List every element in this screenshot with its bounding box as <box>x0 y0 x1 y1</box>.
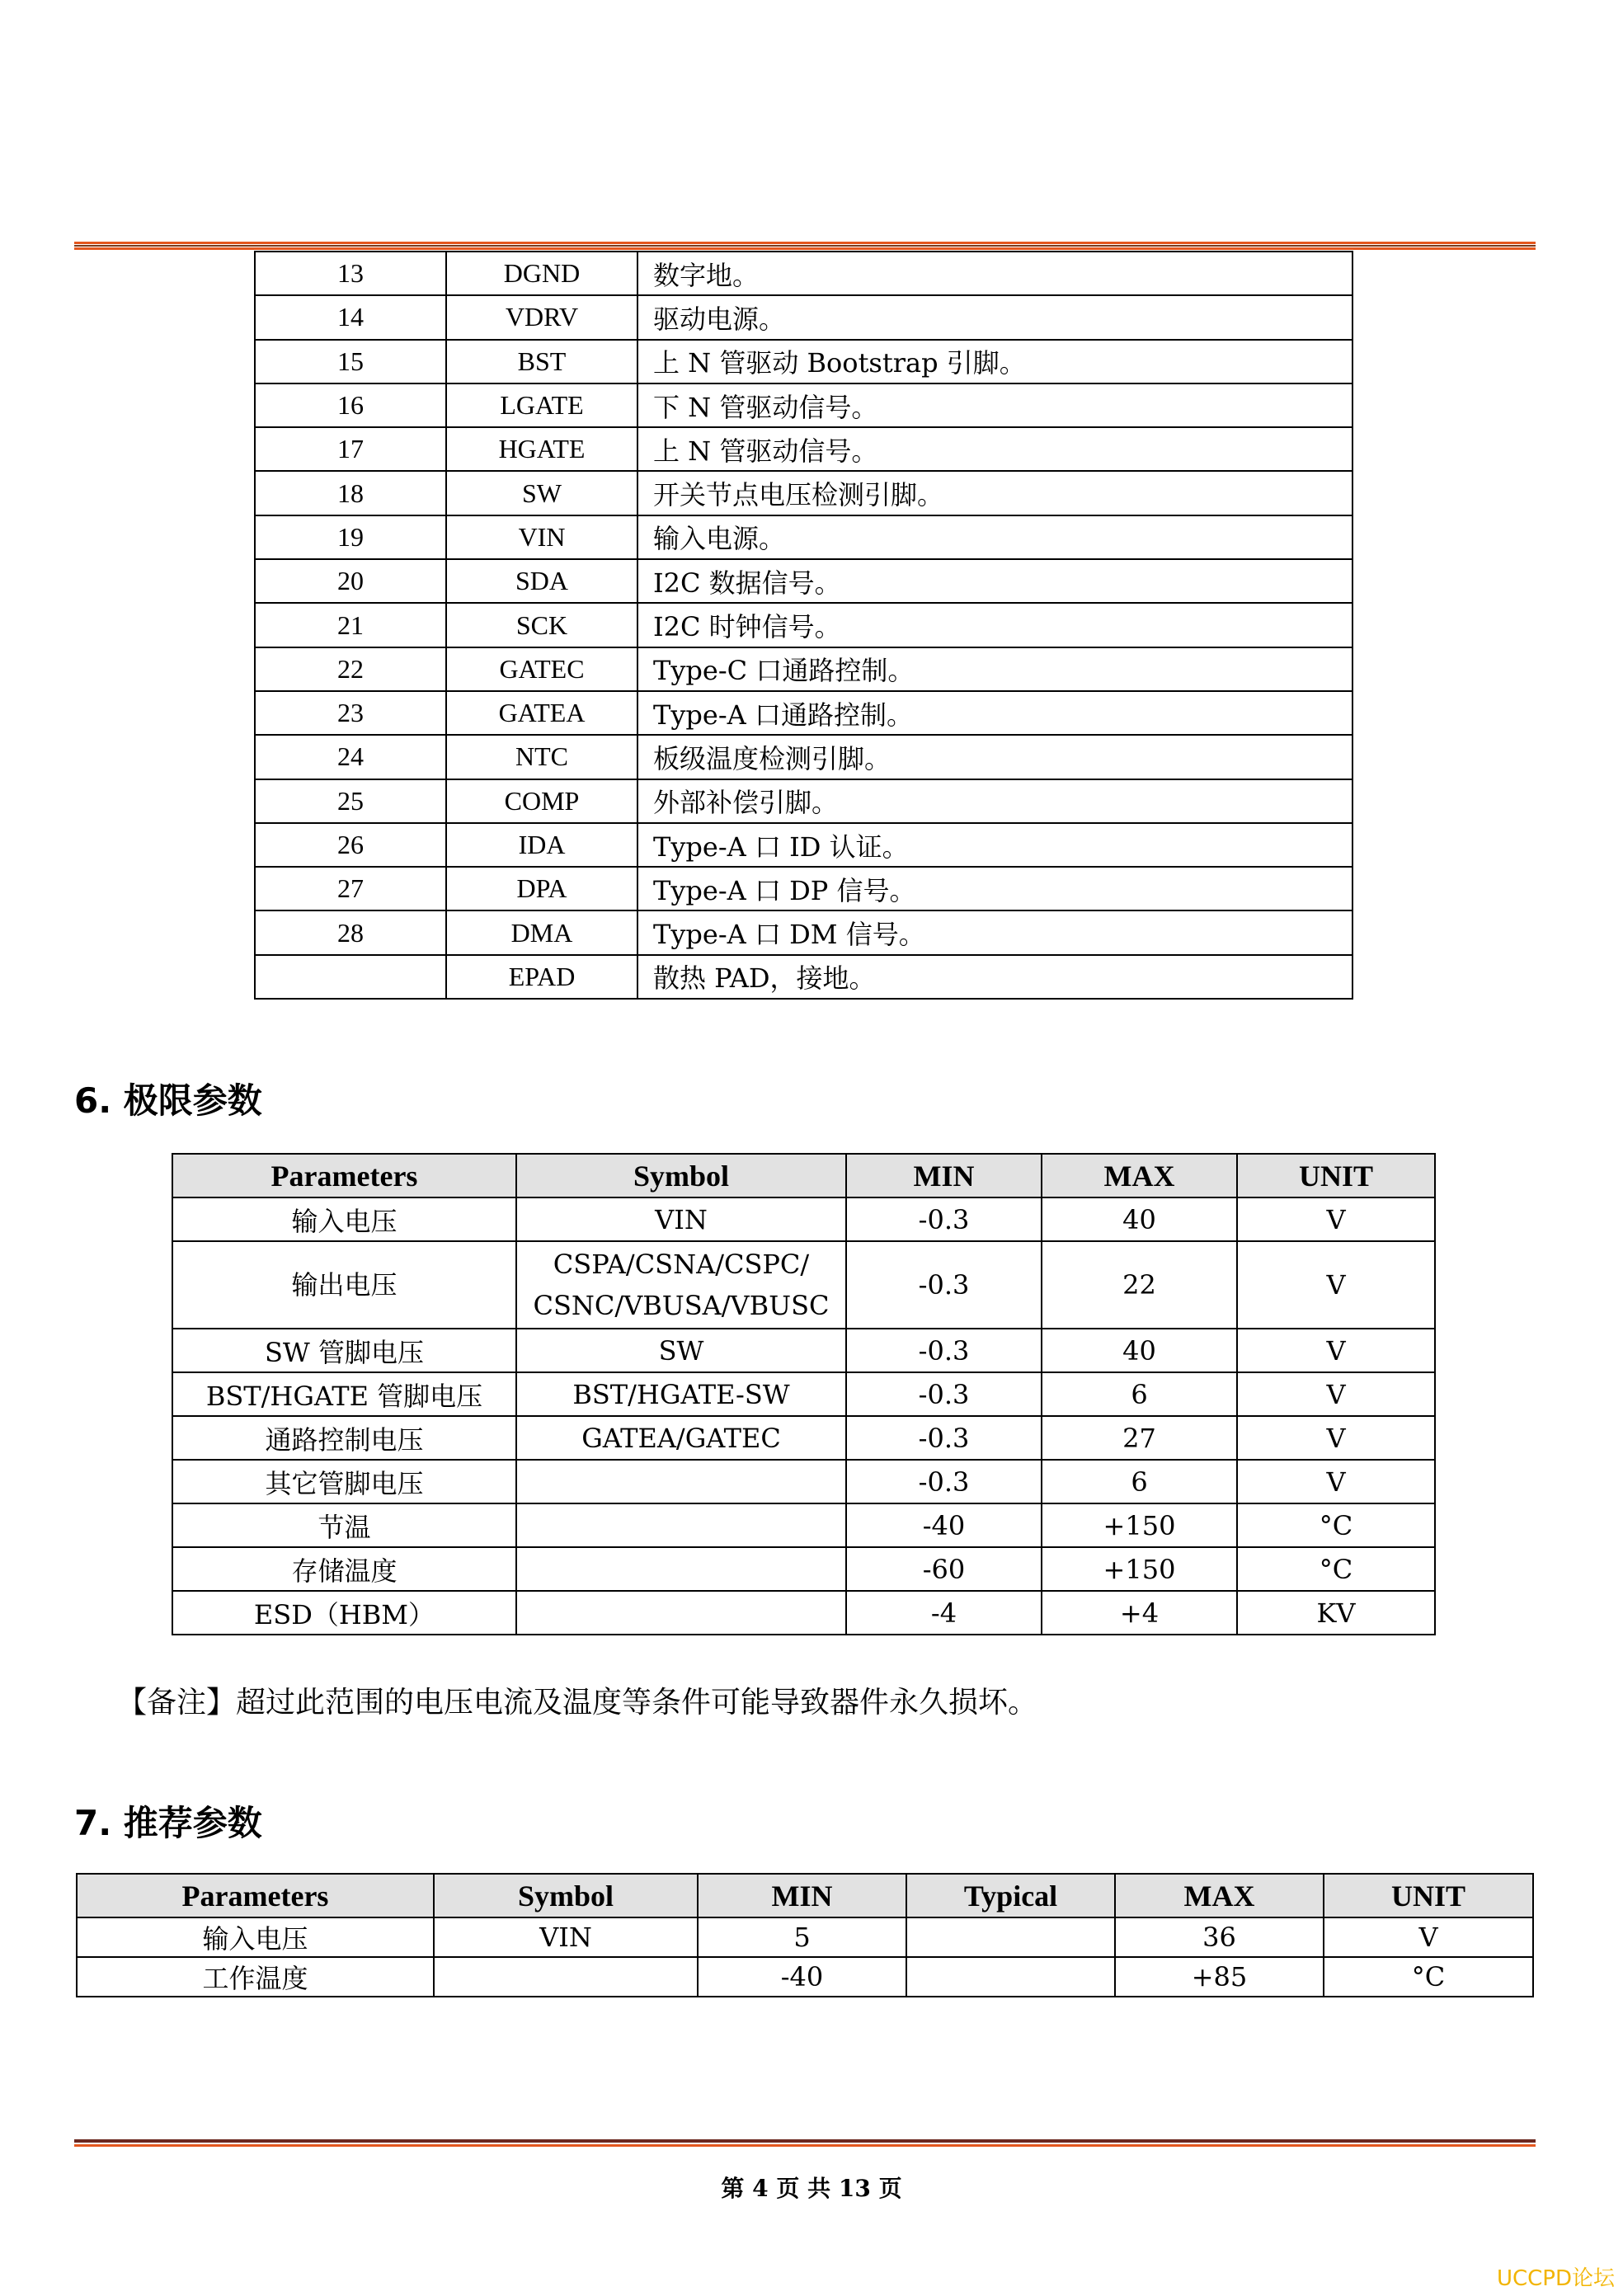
pin-number: 28 <box>255 910 446 954</box>
param-cell: ESD（HBM） <box>172 1591 516 1635</box>
pin-description: 上 N 管驱动信号。 <box>637 427 1352 471</box>
unit-cell: V <box>1237 1416 1435 1460</box>
unit-cell: V <box>1237 1372 1435 1416</box>
pin-number: 26 <box>255 823 446 867</box>
unit-cell: V <box>1237 1460 1435 1503</box>
table-row <box>172 1372 1435 1416</box>
pin-name: DGND <box>446 252 637 295</box>
column-header: Parameters <box>172 1154 516 1197</box>
symbol-cell: SW <box>516 1329 846 1372</box>
table-row <box>172 1416 1435 1460</box>
pin-name: BST <box>446 340 637 383</box>
section-heading-absolute-max: 6. 极限参数 <box>74 1080 262 1121</box>
column-header: Symbol <box>516 1154 846 1197</box>
footer-rule <box>74 2139 1536 2148</box>
table-row <box>172 1460 1435 1503</box>
typ-cell <box>906 1957 1115 1997</box>
symbol-cell <box>434 1957 698 1997</box>
min-cell: -0.3 <box>846 1460 1042 1503</box>
watermark: UCCPD论坛 <box>1496 2266 1615 2291</box>
min-cell: -60 <box>846 1547 1042 1591</box>
pin-description: 散热 PAD，接地。 <box>637 955 1352 999</box>
max-cell: 36 <box>1115 1917 1324 1957</box>
table-row <box>255 647 1352 691</box>
table-row <box>255 383 1352 427</box>
min-cell: -40 <box>846 1503 1042 1547</box>
table-row <box>255 252 1352 295</box>
table-row <box>255 823 1352 867</box>
pin-description: 数字地。 <box>637 252 1352 295</box>
table-header-row <box>172 1154 1435 1197</box>
pin-description: 输入电源。 <box>637 515 1352 559</box>
pin-description: 驱动电源。 <box>637 295 1352 339</box>
pin-name: SDA <box>446 559 637 603</box>
min-cell: -0.3 <box>846 1416 1042 1460</box>
note-text: 【备注】超过此范围的电压电流及温度等条件可能导致器件永久损坏。 <box>117 1686 1038 1720</box>
pin-number: 27 <box>255 867 446 910</box>
pin-number: 16 <box>255 383 446 427</box>
unit-cell: V <box>1324 1917 1533 1957</box>
table-row <box>172 1241 1435 1329</box>
pin-name: HGATE <box>446 427 637 471</box>
unit-cell: V <box>1237 1197 1435 1241</box>
column-header: MAX <box>1115 1874 1324 1917</box>
table-row <box>255 779 1352 823</box>
param-cell: 存储温度 <box>172 1547 516 1591</box>
table-row <box>255 559 1352 603</box>
symbol-cell: VIN <box>516 1197 846 1241</box>
table-row <box>255 955 1352 999</box>
symbol-line: CSPA/CSNA/CSPC/ <box>553 1249 810 1280</box>
section-heading-recommended: 7. 推荐参数 <box>74 1803 262 1843</box>
param-cell: 工作温度 <box>77 1957 434 1997</box>
table-row <box>77 1917 1533 1957</box>
pin-name: DPA <box>446 867 637 910</box>
table-row <box>255 427 1352 471</box>
min-cell: -40 <box>698 1957 906 1997</box>
pin-name: LGATE <box>446 383 637 427</box>
pin-description: Type-C 口通路控制。 <box>637 647 1352 691</box>
max-cell: +4 <box>1042 1591 1237 1635</box>
pin-description: 下 N 管驱动信号。 <box>637 383 1352 427</box>
pin-number: 22 <box>255 647 446 691</box>
max-cell: 40 <box>1042 1197 1237 1241</box>
table-row <box>255 910 1352 954</box>
pin-number: 19 <box>255 515 446 559</box>
pin-name: NTC <box>446 735 637 779</box>
pin-description-table <box>254 251 1353 1000</box>
pin-name: GATEC <box>446 647 637 691</box>
symbol-cell <box>516 1591 846 1635</box>
column-header: UNIT <box>1324 1874 1533 1917</box>
max-cell: +150 <box>1042 1503 1237 1547</box>
column-header: MIN <box>846 1154 1042 1197</box>
pin-description: Type-A 口 ID 认证。 <box>637 823 1352 867</box>
pin-name: COMP <box>446 779 637 823</box>
table-row <box>255 295 1352 339</box>
symbol-line: CSNC/VBUSA/VBUSC <box>533 1290 830 1321</box>
max-cell: 6 <box>1042 1372 1237 1416</box>
column-header: UNIT <box>1237 1154 1435 1197</box>
max-cell: 40 <box>1042 1329 1237 1372</box>
table-row <box>255 515 1352 559</box>
pin-description: I2C 数据信号。 <box>637 559 1352 603</box>
param-cell: BST/HGATE 管脚电压 <box>172 1372 516 1416</box>
table-row <box>172 1329 1435 1372</box>
table-row <box>172 1503 1435 1547</box>
table-row <box>172 1547 1435 1591</box>
symbol-cell: GATEA/GATEC <box>516 1416 846 1460</box>
absolute-max-table <box>172 1153 1436 1635</box>
pin-description: 上 N 管驱动 Bootstrap 引脚。 <box>637 340 1352 383</box>
typ-cell <box>906 1917 1115 1957</box>
pin-number: 17 <box>255 427 446 471</box>
unit-cell: KV <box>1237 1591 1435 1635</box>
min-cell: -0.3 <box>846 1372 1042 1416</box>
pin-description: I2C 时钟信号。 <box>637 603 1352 647</box>
param-cell: 输入电压 <box>77 1917 434 1957</box>
table-row <box>172 1591 1435 1635</box>
pin-description: Type-A 口 DP 信号。 <box>637 867 1352 910</box>
table-row <box>255 867 1352 910</box>
pin-number: 18 <box>255 471 446 515</box>
symbol-cell: BST/HGATE-SW <box>516 1372 846 1416</box>
pin-number: 15 <box>255 340 446 383</box>
recommended-params-table <box>76 1873 1534 1997</box>
param-cell: 其它管脚电压 <box>172 1460 516 1503</box>
param-cell: SW 管脚电压 <box>172 1329 516 1372</box>
unit-cell: °C <box>1324 1957 1533 1997</box>
column-header: MAX <box>1042 1154 1237 1197</box>
pin-number: 24 <box>255 735 446 779</box>
max-cell: 6 <box>1042 1460 1237 1503</box>
unit-cell: V <box>1237 1241 1435 1329</box>
pin-description: Type-A 口通路控制。 <box>637 691 1352 735</box>
max-cell: +85 <box>1115 1957 1324 1997</box>
pin-name: SCK <box>446 603 637 647</box>
column-header: Typical <box>906 1874 1115 1917</box>
pin-description: 开关节点电压检测引脚。 <box>637 471 1352 515</box>
param-cell: 输入电压 <box>172 1197 516 1241</box>
pin-name: VDRV <box>446 295 637 339</box>
pin-description: Type-A 口 DM 信号。 <box>637 910 1352 954</box>
table-row <box>255 471 1352 515</box>
pin-number <box>255 955 446 999</box>
pin-name: DMA <box>446 910 637 954</box>
max-cell: +150 <box>1042 1547 1237 1591</box>
min-cell: -0.3 <box>846 1197 1042 1241</box>
table-header-row <box>77 1874 1533 1917</box>
pin-name: GATEA <box>446 691 637 735</box>
unit-cell: °C <box>1237 1503 1435 1547</box>
param-cell: 输出电压 <box>172 1241 516 1329</box>
pin-number: 13 <box>255 252 446 295</box>
param-cell: 通路控制电压 <box>172 1416 516 1460</box>
table-row <box>77 1957 1533 1997</box>
table-row <box>255 340 1352 383</box>
table-row <box>255 735 1352 779</box>
pin-number: 20 <box>255 559 446 603</box>
pin-number: 23 <box>255 691 446 735</box>
symbol-cell: VIN <box>434 1917 698 1957</box>
column-header: Symbol <box>434 1874 698 1917</box>
header-rule <box>74 242 1536 250</box>
table-row <box>172 1197 1435 1241</box>
column-header: Parameters <box>77 1874 434 1917</box>
unit-cell: °C <box>1237 1547 1435 1591</box>
page-number: 第 4 页 共 13 页 <box>721 2175 902 2202</box>
pin-name: VIN <box>446 515 637 559</box>
table-row <box>255 603 1352 647</box>
pin-name: SW <box>446 471 637 515</box>
symbol-cell <box>516 1460 846 1503</box>
symbol-cell <box>516 1547 846 1591</box>
param-cell: 节温 <box>172 1503 516 1547</box>
column-header: MIN <box>698 1874 906 1917</box>
pin-number: 21 <box>255 603 446 647</box>
min-cell: -4 <box>846 1591 1042 1635</box>
max-cell: 27 <box>1042 1416 1237 1460</box>
pin-name: EPAD <box>446 955 637 999</box>
min-cell: -0.3 <box>846 1241 1042 1329</box>
pin-name: IDA <box>446 823 637 867</box>
pin-description: 板级温度检测引脚。 <box>637 735 1352 779</box>
min-cell: -0.3 <box>846 1329 1042 1372</box>
unit-cell: V <box>1237 1329 1435 1372</box>
min-cell: 5 <box>698 1917 906 1957</box>
symbol-cell <box>516 1241 846 1329</box>
pin-number: 25 <box>255 779 446 823</box>
symbol-cell <box>516 1503 846 1547</box>
pin-number: 14 <box>255 295 446 339</box>
max-cell: 22 <box>1042 1241 1237 1329</box>
table-row <box>255 691 1352 735</box>
pin-description: 外部补偿引脚。 <box>637 779 1352 823</box>
